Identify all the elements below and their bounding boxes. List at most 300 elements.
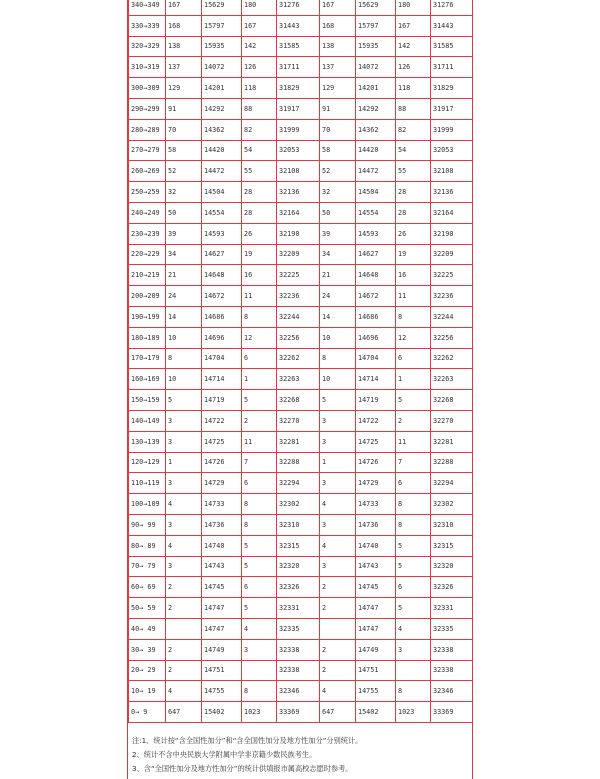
table-cell: 1 xyxy=(396,369,431,390)
table-cell: 2 xyxy=(320,639,356,660)
table-cell: 3 xyxy=(396,639,431,660)
table-cell: 12 xyxy=(242,327,277,348)
table-cell: 32225 xyxy=(277,265,320,286)
table-cell: 14627 xyxy=(356,244,396,265)
table-cell: 14722 xyxy=(356,410,396,431)
table-cell: 32315 xyxy=(431,535,473,556)
table-cell: 3 xyxy=(320,431,356,452)
table-cell: 32335 xyxy=(277,618,320,639)
table-cell: 52 xyxy=(320,161,356,182)
table-cell: 15629 xyxy=(356,0,396,15)
table-cell: 10 xyxy=(166,369,202,390)
table-cell: 1 xyxy=(166,452,202,473)
table-cell: 5 xyxy=(396,556,431,577)
table-cell: 32331 xyxy=(431,598,473,619)
table-cell: 14420 xyxy=(202,140,242,161)
table-cell xyxy=(396,660,431,681)
score-range-cell: 340→349 xyxy=(129,0,166,15)
table-cell: 7 xyxy=(242,452,277,473)
table-cell: 32268 xyxy=(431,390,473,411)
table-cell xyxy=(320,618,356,639)
table-cell: 2 xyxy=(166,660,202,681)
score-range-cell: 290→299 xyxy=(129,98,166,119)
table-cell: 14201 xyxy=(356,78,396,99)
table-cell: 14747 xyxy=(202,618,242,639)
table-cell: 14504 xyxy=(356,182,396,203)
score-range-cell: 280→289 xyxy=(129,119,166,140)
table-cell: 1023 xyxy=(242,702,277,723)
table-row xyxy=(129,410,473,431)
score-range-cell: 120→129 xyxy=(129,452,166,473)
table-cell: 32 xyxy=(166,182,202,203)
table-cell: 142 xyxy=(396,36,431,57)
table-cell: 39 xyxy=(320,223,356,244)
table-row xyxy=(129,369,473,390)
table-cell: 32288 xyxy=(431,452,473,473)
table-cell: 647 xyxy=(320,702,356,723)
table-cell: 54 xyxy=(242,140,277,161)
table-cell: 31711 xyxy=(431,57,473,78)
table-cell: 14696 xyxy=(356,327,396,348)
table-row xyxy=(129,140,473,161)
score-range-cell: 0→ 9 xyxy=(129,702,166,723)
table-cell: 32338 xyxy=(431,639,473,660)
table-cell: 32262 xyxy=(277,348,320,369)
table-cell: 31999 xyxy=(277,119,320,140)
table-cell: 14733 xyxy=(202,494,242,515)
table-cell: 14740 xyxy=(202,535,242,556)
table-cell: 32338 xyxy=(277,639,320,660)
table-cell: 14755 xyxy=(202,681,242,702)
table-cell: 14 xyxy=(166,306,202,327)
table-cell: 2 xyxy=(320,598,356,619)
table-cell: 8 xyxy=(166,348,202,369)
table-cell: 14420 xyxy=(356,140,396,161)
table-cell: 180 xyxy=(242,0,277,15)
table-cell: 4 xyxy=(166,494,202,515)
table-cell: 142 xyxy=(242,36,277,57)
table-cell: 15797 xyxy=(356,15,396,36)
table-cell: 14554 xyxy=(356,202,396,223)
table-cell: 32281 xyxy=(431,431,473,452)
score-range-cell: 100→109 xyxy=(129,494,166,515)
table-cell: 32326 xyxy=(277,577,320,598)
table-cell: 32136 xyxy=(277,182,320,203)
table-cell: 14292 xyxy=(202,98,242,119)
table-cell: 33369 xyxy=(277,702,320,723)
table-body xyxy=(129,0,473,722)
table-cell: 16 xyxy=(396,265,431,286)
table-cell: 14743 xyxy=(356,556,396,577)
table-cell: 31276 xyxy=(277,0,320,15)
table-cell: 58 xyxy=(320,140,356,161)
table-cell: 11 xyxy=(396,286,431,307)
table-cell: 31999 xyxy=(431,119,473,140)
score-range-cell: 110→119 xyxy=(129,473,166,494)
score-range-cell: 240→249 xyxy=(129,202,166,223)
score-range-cell: 260→269 xyxy=(129,161,166,182)
table-cell: 31585 xyxy=(431,36,473,57)
score-range-cell: 10→ 19 xyxy=(129,681,166,702)
table-cell: 32236 xyxy=(277,286,320,307)
score-range-cell: 80→ 89 xyxy=(129,535,166,556)
table-cell: 32 xyxy=(320,182,356,203)
table-cell: 58 xyxy=(166,140,202,161)
table-row xyxy=(129,182,473,203)
table-cell: 8 xyxy=(396,306,431,327)
table-row xyxy=(129,78,473,99)
table-cell: 31829 xyxy=(431,78,473,99)
table-cell: 32190 xyxy=(431,223,473,244)
table-cell: 5 xyxy=(242,535,277,556)
table-row xyxy=(129,244,473,265)
score-range-cell: 20→ 29 xyxy=(129,660,166,681)
table-cell: 26 xyxy=(396,223,431,244)
table-cell: 14733 xyxy=(356,494,396,515)
table-cell: 24 xyxy=(166,286,202,307)
table-cell: 32294 xyxy=(277,473,320,494)
table-cell: 5 xyxy=(166,390,202,411)
score-range-cell: 170→179 xyxy=(129,348,166,369)
table-cell: 14722 xyxy=(202,410,242,431)
table-cell: 32236 xyxy=(431,286,473,307)
table-cell: 32225 xyxy=(431,265,473,286)
table-cell: 4 xyxy=(166,681,202,702)
table-cell: 15402 xyxy=(202,702,242,723)
table-cell: 32270 xyxy=(431,410,473,431)
table-cell: 31711 xyxy=(277,57,320,78)
table-cell: 3 xyxy=(320,473,356,494)
table-cell: 14504 xyxy=(202,182,242,203)
table-cell: 14 xyxy=(320,306,356,327)
table-row xyxy=(129,15,473,36)
table-cell: 32326 xyxy=(431,577,473,598)
table-cell: 168 xyxy=(320,15,356,36)
table-cell: 88 xyxy=(242,98,277,119)
table-cell: 28 xyxy=(396,202,431,223)
score-range-cell: 140→149 xyxy=(129,410,166,431)
table-cell: 5 xyxy=(396,390,431,411)
table-cell: 14747 xyxy=(202,598,242,619)
score-range-cell: 210→219 xyxy=(129,265,166,286)
table-cell: 12 xyxy=(396,327,431,348)
table-cell: 14725 xyxy=(356,431,396,452)
table-cell: 3 xyxy=(166,431,202,452)
table-cell: 2 xyxy=(396,410,431,431)
table-cell: 14672 xyxy=(356,286,396,307)
table-cell: 3 xyxy=(166,556,202,577)
table-row xyxy=(129,494,473,515)
table-cell: 14740 xyxy=(356,535,396,556)
table-cell: 6 xyxy=(396,473,431,494)
table-cell: 32310 xyxy=(431,514,473,535)
table-row xyxy=(129,535,473,556)
table-cell: 647 xyxy=(166,702,202,723)
table-row xyxy=(129,161,473,182)
table-cell: 19 xyxy=(396,244,431,265)
table-cell: 32209 xyxy=(431,244,473,265)
table-cell: 31276 xyxy=(431,0,473,15)
table-cell: 32256 xyxy=(277,327,320,348)
table-cell: 14686 xyxy=(202,306,242,327)
table-row xyxy=(129,618,473,639)
table-cell: 14736 xyxy=(202,514,242,535)
table-cell: 14719 xyxy=(202,390,242,411)
table-cell: 54 xyxy=(396,140,431,161)
table-cell: 3 xyxy=(166,473,202,494)
table-cell: 32310 xyxy=(277,514,320,535)
table-cell: 32302 xyxy=(277,494,320,515)
table-cell: 4 xyxy=(320,681,356,702)
table-cell: 3 xyxy=(320,556,356,577)
table-row xyxy=(129,223,473,244)
table-row xyxy=(129,348,473,369)
table-cell: 32346 xyxy=(431,681,473,702)
table-cell: 32331 xyxy=(277,598,320,619)
table-cell: 15935 xyxy=(356,36,396,57)
table-cell: 28 xyxy=(396,182,431,203)
table-row xyxy=(129,514,473,535)
table-cell: 32164 xyxy=(277,202,320,223)
table-cell: 32108 xyxy=(431,161,473,182)
table-cell: 32053 xyxy=(277,140,320,161)
table-cell: 8 xyxy=(242,681,277,702)
table-cell: 167 xyxy=(396,15,431,36)
table-cell: 167 xyxy=(320,0,356,15)
table-cell: 14292 xyxy=(356,98,396,119)
table-cell: 11 xyxy=(242,431,277,452)
score-range-cell: 180→189 xyxy=(129,327,166,348)
table-cell: 180 xyxy=(396,0,431,15)
table-cell: 167 xyxy=(242,15,277,36)
table-cell: 55 xyxy=(396,161,431,182)
table-cell: 88 xyxy=(396,98,431,119)
table-row xyxy=(129,639,473,660)
score-range-cell: 70→ 79 xyxy=(129,556,166,577)
score-range-cell: 150→159 xyxy=(129,390,166,411)
table-cell: 14729 xyxy=(356,473,396,494)
table-cell: 129 xyxy=(320,78,356,99)
score-range-cell: 320→329 xyxy=(129,36,166,57)
table-cell: 14749 xyxy=(202,639,242,660)
table-cell: 7 xyxy=(396,452,431,473)
table-row xyxy=(129,556,473,577)
table-cell: 14729 xyxy=(202,473,242,494)
score-range-cell: 30→ 39 xyxy=(129,639,166,660)
table-cell: 5 xyxy=(242,390,277,411)
footnotes xyxy=(132,734,468,776)
table-cell: 32270 xyxy=(277,410,320,431)
table-cell: 32190 xyxy=(277,223,320,244)
table-cell: 8 xyxy=(242,494,277,515)
table-cell: 15402 xyxy=(356,702,396,723)
table-cell: 126 xyxy=(242,57,277,78)
table-cell: 126 xyxy=(396,57,431,78)
table-cell: 5 xyxy=(320,390,356,411)
table-cell: 5 xyxy=(242,556,277,577)
table-cell xyxy=(166,618,202,639)
table-cell: 8 xyxy=(396,514,431,535)
table-cell: 32320 xyxy=(277,556,320,577)
table-cell: 14472 xyxy=(356,161,396,182)
table-cell: 32244 xyxy=(277,306,320,327)
table-cell: 82 xyxy=(396,119,431,140)
table-cell: 34 xyxy=(166,244,202,265)
table-row xyxy=(129,473,473,494)
table-cell: 138 xyxy=(166,36,202,57)
table-cell: 14747 xyxy=(356,618,396,639)
table-row xyxy=(129,681,473,702)
score-range-cell: 330→339 xyxy=(129,15,166,36)
table-cell xyxy=(242,660,277,681)
table-cell: 28 xyxy=(242,202,277,223)
table-cell: 4 xyxy=(166,535,202,556)
table-cell: 8 xyxy=(396,494,431,515)
document-page xyxy=(127,0,473,779)
table-row xyxy=(129,660,473,681)
table-row xyxy=(129,577,473,598)
table-cell: 6 xyxy=(242,473,277,494)
table-cell: 8 xyxy=(242,306,277,327)
table-cell: 2 xyxy=(320,577,356,598)
score-range-cell: 130→139 xyxy=(129,431,166,452)
table-cell: 32263 xyxy=(277,369,320,390)
table-cell: 1023 xyxy=(396,702,431,723)
table-cell: 32108 xyxy=(277,161,320,182)
table-cell: 4 xyxy=(396,618,431,639)
table-row xyxy=(129,306,473,327)
table-cell: 16 xyxy=(242,265,277,286)
table-cell: 32288 xyxy=(277,452,320,473)
score-range-cell: 60→ 69 xyxy=(129,577,166,598)
table-cell: 32346 xyxy=(277,681,320,702)
table-cell: 32209 xyxy=(277,244,320,265)
table-cell: 14726 xyxy=(356,452,396,473)
table-cell: 6 xyxy=(396,348,431,369)
table-cell: 137 xyxy=(320,57,356,78)
table-cell: 31829 xyxy=(277,78,320,99)
table-cell: 8 xyxy=(396,681,431,702)
table-cell: 82 xyxy=(242,119,277,140)
table-cell: 32338 xyxy=(277,660,320,681)
table-cell: 14743 xyxy=(202,556,242,577)
table-cell: 3 xyxy=(242,639,277,660)
table-cell: 2 xyxy=(166,639,202,660)
table-cell: 14672 xyxy=(202,286,242,307)
table-cell: 14648 xyxy=(202,265,242,286)
table-cell: 3 xyxy=(320,410,356,431)
table-cell: 6 xyxy=(242,348,277,369)
table-cell: 6 xyxy=(242,577,277,598)
table-cell: 14554 xyxy=(202,202,242,223)
table-cell: 14751 xyxy=(202,660,242,681)
table-cell: 14362 xyxy=(356,119,396,140)
table-row xyxy=(129,390,473,411)
table-cell: 14755 xyxy=(356,681,396,702)
table-row xyxy=(129,0,473,15)
table-cell: 32294 xyxy=(431,473,473,494)
table-cell: 31917 xyxy=(431,98,473,119)
score-range-cell: 310→319 xyxy=(129,57,166,78)
table-cell: 4 xyxy=(320,535,356,556)
footnote: 2、统计不含中央民族大学附属中学非京籍少数民族考生。 xyxy=(132,750,317,759)
table-cell: 14362 xyxy=(202,119,242,140)
score-range-cell: 50→ 59 xyxy=(129,598,166,619)
table-cell: 34 xyxy=(320,244,356,265)
score-range-cell: 160→169 xyxy=(129,369,166,390)
table-cell: 14725 xyxy=(202,431,242,452)
table-cell: 14593 xyxy=(356,223,396,244)
table-cell: 39 xyxy=(166,223,202,244)
table-cell: 2 xyxy=(242,410,277,431)
table-cell: 15629 xyxy=(202,0,242,15)
table-cell: 118 xyxy=(242,78,277,99)
table-cell: 14072 xyxy=(202,57,242,78)
table-cell: 14719 xyxy=(356,390,396,411)
table-row xyxy=(129,598,473,619)
table-cell: 14745 xyxy=(202,577,242,598)
table-row xyxy=(129,265,473,286)
score-distribution-table xyxy=(128,0,473,723)
table-cell: 28 xyxy=(242,182,277,203)
table-cell: 32281 xyxy=(277,431,320,452)
table-row xyxy=(129,119,473,140)
table-cell: 3 xyxy=(166,410,202,431)
table-cell: 19 xyxy=(242,244,277,265)
table-cell: 26 xyxy=(242,223,277,244)
score-range-cell: 90→ 99 xyxy=(129,514,166,535)
table-cell: 32136 xyxy=(431,182,473,203)
table-cell: 31585 xyxy=(277,36,320,57)
table-cell: 6 xyxy=(396,577,431,598)
table-cell: 21 xyxy=(320,265,356,286)
table-cell: 8 xyxy=(242,514,277,535)
table-cell: 50 xyxy=(320,202,356,223)
table-cell: 1 xyxy=(242,369,277,390)
table-cell: 32262 xyxy=(431,348,473,369)
score-range-cell: 270→279 xyxy=(129,140,166,161)
table-cell: 14472 xyxy=(202,161,242,182)
table-row xyxy=(129,327,473,348)
table-cell: 32338 xyxy=(431,660,473,681)
table-cell: 31443 xyxy=(431,15,473,36)
table-cell: 14751 xyxy=(356,660,396,681)
score-range-cell: 200→209 xyxy=(129,286,166,307)
table-cell: 32256 xyxy=(431,327,473,348)
score-range-cell: 230→239 xyxy=(129,223,166,244)
table-cell: 137 xyxy=(166,57,202,78)
table-cell: 33369 xyxy=(431,702,473,723)
table-cell: 55 xyxy=(242,161,277,182)
table-cell: 32263 xyxy=(431,369,473,390)
table-cell: 91 xyxy=(166,98,202,119)
table-cell: 8 xyxy=(320,348,356,369)
table-cell: 32268 xyxy=(277,390,320,411)
table-cell: 14745 xyxy=(356,577,396,598)
table-row xyxy=(129,702,473,723)
table-cell: 32335 xyxy=(431,618,473,639)
table-cell: 11 xyxy=(242,286,277,307)
table-cell: 14648 xyxy=(356,265,396,286)
table-row xyxy=(129,431,473,452)
table-cell: 32164 xyxy=(431,202,473,223)
table-cell: 5 xyxy=(242,598,277,619)
table-cell: 10 xyxy=(166,327,202,348)
table-row xyxy=(129,57,473,78)
table-row xyxy=(129,452,473,473)
table-cell: 1 xyxy=(320,452,356,473)
table-cell: 5 xyxy=(396,598,431,619)
